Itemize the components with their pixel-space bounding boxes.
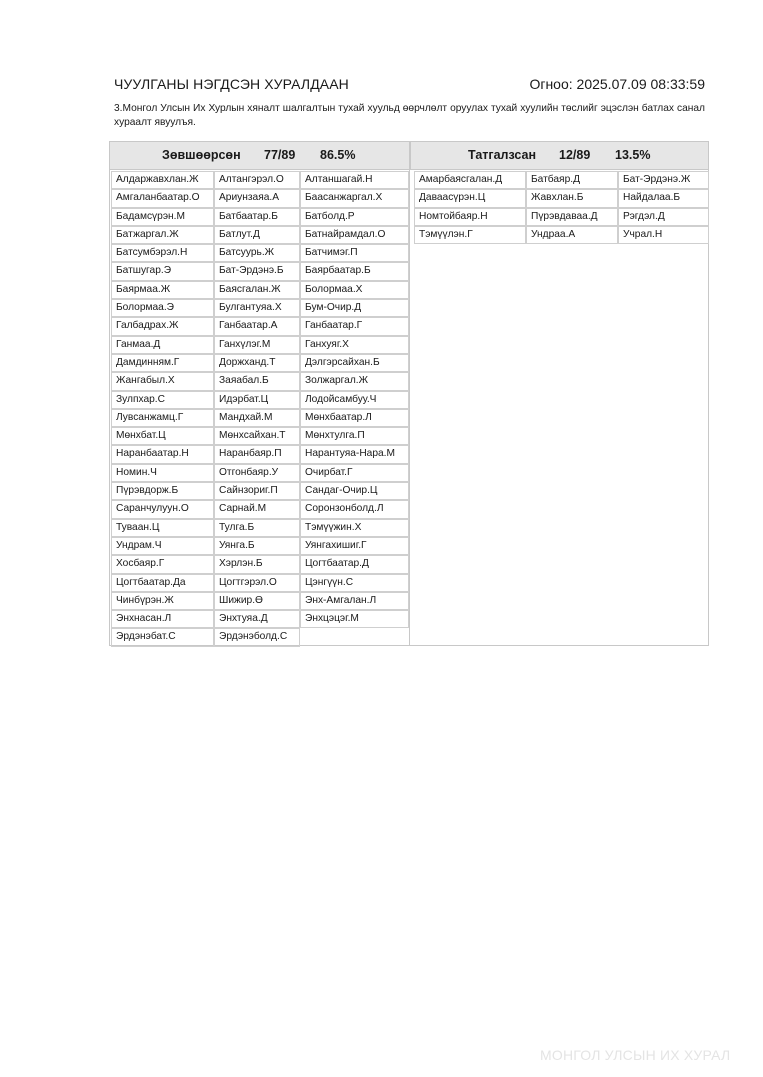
member-name-cell: Идэрбат.Ц xyxy=(214,391,300,409)
member-name-cell: Амарбаясгалан.Д xyxy=(414,171,526,189)
vote-results-table xyxy=(109,141,709,646)
member-name-cell: Бат-Эрдэнэ.Ж xyxy=(618,171,709,189)
member-name-cell: Болормаа.Э xyxy=(111,299,214,317)
member-name-cell: Тэмүүжин.Х xyxy=(300,519,409,537)
reject-count: 12/89 xyxy=(559,148,591,162)
member-name-cell: Батлут.Д xyxy=(214,226,300,244)
member-name-cell: Батнайрамдал.О xyxy=(300,226,409,244)
member-name-cell: Булгантуяа.Х xyxy=(214,299,300,317)
member-name-cell: Хэрлэн.Б xyxy=(214,555,300,573)
member-name-cell: Ундраа.А xyxy=(526,226,618,244)
member-name-cell: Пүрэвдорж.Б xyxy=(111,482,214,500)
member-name-cell: Лодойсамбуу.Ч xyxy=(300,391,409,409)
member-name-cell: Ганмаа.Д xyxy=(111,336,214,354)
member-name-cell: Уянга.Б xyxy=(214,537,300,555)
member-name-cell: Энхцэцэг.М xyxy=(300,610,409,628)
member-name-cell: Батсумбэрэл.Н xyxy=(111,244,214,262)
member-name-cell: Мөнхтулга.П xyxy=(300,427,409,445)
member-name-cell: Батсуурь.Ж xyxy=(214,244,300,262)
member-name-cell: Золжаргал.Ж xyxy=(300,372,409,390)
member-name-cell: Батшугар.Э xyxy=(111,262,214,280)
member-name-cell: Сандаг-Очир.Ц xyxy=(300,482,409,500)
member-name-cell: Дэлгэрсайхан.Б xyxy=(300,354,409,372)
member-name-cell: Нарантуяа-Нара.М xyxy=(300,445,409,463)
member-name-cell: Ариунзаяа.А xyxy=(214,189,300,207)
member-name-cell: Батжаргал.Ж xyxy=(111,226,214,244)
member-name-cell: Энх-Амгалан.Л xyxy=(300,592,409,610)
member-name-cell: Шижир.Ө xyxy=(214,592,300,610)
member-name-cell: Заяабал.Б xyxy=(214,372,300,390)
member-name-cell: Тулга.Б xyxy=(214,519,300,537)
member-name-cell: Батчимэг.П xyxy=(300,244,409,262)
approve-members-grid xyxy=(111,171,409,647)
reject-members-grid xyxy=(414,171,709,244)
member-name-cell: Баярбаатар.Б xyxy=(300,262,409,280)
member-name-cell: Зулпхар.С xyxy=(111,391,214,409)
member-name-cell: Туваан.Ц xyxy=(111,519,214,537)
member-name-cell: Цогтбаатар.Д xyxy=(300,555,409,573)
member-name-cell: Эрдэнэболд.С xyxy=(214,628,300,646)
member-name-cell: Мөнхбаатар.Л xyxy=(300,409,409,427)
member-name-cell: Алдаржавхлан.Ж xyxy=(111,171,214,189)
member-name-cell: Рэгдэл.Д xyxy=(618,208,709,226)
member-name-cell: Баярмаа.Ж xyxy=(111,281,214,299)
vote-date: Огноо: 2025.07.09 08:33:59 xyxy=(529,76,705,92)
reject-header xyxy=(410,142,708,170)
member-name-cell: Наранбаяр.П xyxy=(214,445,300,463)
member-name-cell: Найдалаа.Б xyxy=(618,189,709,207)
approve-label: Зөвшөөрсөн xyxy=(162,148,241,162)
member-name-cell: Сайнзориг.П xyxy=(214,482,300,500)
member-name-cell: Алтангэрэл.О xyxy=(214,171,300,189)
member-name-cell: Сарнай.М xyxy=(214,500,300,518)
member-name-cell: Галбадрах.Ж xyxy=(111,317,214,335)
watermark-text: МОНГОЛ УЛСЫН ИХ ХУРАЛ xyxy=(540,1047,731,1063)
member-name-cell: Учрал.Н xyxy=(618,226,709,244)
member-name-cell: Цогтбаатар.Да xyxy=(111,574,214,592)
member-name-cell: Мөнхбат.Ц xyxy=(111,427,214,445)
member-name-cell: Мандхай.М xyxy=(214,409,300,427)
reject-percent: 13.5% xyxy=(615,148,651,162)
member-name-cell: Уянгахишиг.Г xyxy=(300,537,409,555)
member-name-cell: Чинбүрэн.Ж xyxy=(111,592,214,610)
member-name-cell: Батбаяр.Д xyxy=(526,171,618,189)
member-name-cell: Алтаншагай.Н xyxy=(300,171,409,189)
member-name-cell: Баасанжаргал.Х xyxy=(300,189,409,207)
member-name-cell: Батболд.Р xyxy=(300,208,409,226)
approve-percent: 86.5% xyxy=(320,148,356,162)
member-name-cell: Лувсанжамц.Г xyxy=(111,409,214,427)
member-name-cell: Эрдэнэбат.С xyxy=(111,628,214,646)
member-name-cell: Наранбаатар.Н xyxy=(111,445,214,463)
member-name-cell: Мөнхсайхан.Т xyxy=(214,427,300,445)
member-name-cell: Батбаатар.Б xyxy=(214,208,300,226)
member-name-cell: Бум-Очир.Д xyxy=(300,299,409,317)
member-name-cell: Бадамсүрэн.М xyxy=(111,208,214,226)
member-name-cell: Болормаа.Х xyxy=(300,281,409,299)
member-name-cell: Ундрам.Ч xyxy=(111,537,214,555)
column-divider xyxy=(409,142,410,645)
page-header xyxy=(114,76,705,96)
member-name-cell: Ганхүлэг.М xyxy=(214,336,300,354)
member-name-cell: Амгаланбаатар.О xyxy=(111,189,214,207)
member-name-cell: Бат-Эрдэнэ.Б xyxy=(214,262,300,280)
member-name-cell: Соронзонболд.Л xyxy=(300,500,409,518)
member-name-cell: Ганбаатар.Г xyxy=(300,317,409,335)
member-name-cell: Энхтуяа.Д xyxy=(214,610,300,628)
member-name-cell: Ганбаатар.А xyxy=(214,317,300,335)
approve-header xyxy=(110,142,410,170)
member-name-cell: Саранчулуун.О xyxy=(111,500,214,518)
member-name-cell: Баясгалан.Ж xyxy=(214,281,300,299)
session-title: ЧУУЛГАНЫ НЭГДСЭН ХУРАЛДААН xyxy=(114,76,349,92)
reject-label: Татгалзсан xyxy=(468,148,537,162)
vote-description: 3.Монгол Улсын Их Хурлын хяналт шалгалтын тухай хуульд өөрчлөлт оруулах тухай хуулийн төслийг эцэслэн батлах санал хураалт явуулъя. xyxy=(114,103,705,128)
member-name-cell: Хосбаяр.Г xyxy=(111,555,214,573)
member-name-cell: Цэнгүүн.С xyxy=(300,574,409,592)
member-name-cell: Жавхлан.Б xyxy=(526,189,618,207)
member-name-cell: Номин.Ч xyxy=(111,464,214,482)
member-name-cell: Жангабыл.Х xyxy=(111,372,214,390)
approve-count: 77/89 xyxy=(264,148,296,162)
member-name-cell: Пүрэвдаваа.Д xyxy=(526,208,618,226)
member-name-cell: Доржханд.Т xyxy=(214,354,300,372)
member-name-cell: Отгонбаяр.У xyxy=(214,464,300,482)
member-name-cell: Очирбат.Г xyxy=(300,464,409,482)
member-name-cell: Тэмүүлэн.Г xyxy=(414,226,526,244)
member-name-cell: Номтойбаяр.Н xyxy=(414,208,526,226)
member-name-cell: Даваасүрэн.Ц xyxy=(414,189,526,207)
member-name-cell: Ганхуяг.Х xyxy=(300,336,409,354)
member-name-cell: Цогтгэрэл.О xyxy=(214,574,300,592)
member-name-cell: Энхнасан.Л xyxy=(111,610,214,628)
member-name-cell: Дамдинням.Г xyxy=(111,354,214,372)
